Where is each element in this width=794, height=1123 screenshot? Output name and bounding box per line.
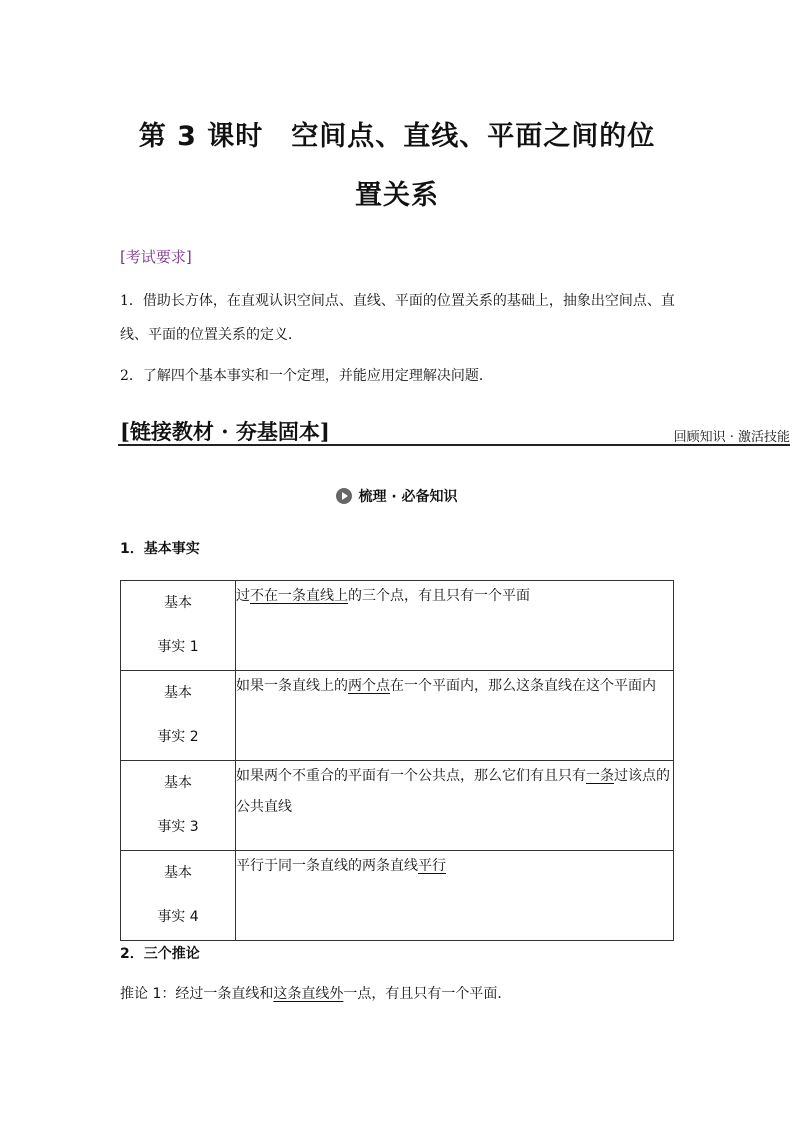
- heading-basic-facts: 1．基本事实: [120, 541, 200, 557]
- fact-label-cell: 基本 事实 3: [121, 761, 236, 851]
- corollary-1: 推论 1：经过一条直线和这条直线外一点，有且只有一个平面．: [120, 986, 512, 1002]
- table-row: [121, 671, 674, 761]
- table-row: [121, 761, 674, 851]
- page-title-line-1: 第 3 课时 空间点、直线、平面之间的位: [138, 121, 656, 152]
- subsection-title: 梳理 · 必备知识: [358, 489, 458, 505]
- fact-text-cell: 如果一条直线上的两个点在一个平面内，那么这条直线在这个平面内: [236, 671, 674, 761]
- table-row: [121, 851, 674, 941]
- page-title-line-2: 置关系: [355, 180, 439, 211]
- section-subtitle: 回顾知识 · 激活技能: [673, 430, 790, 445]
- fact-text-cell: 如果两个不重合的平面有一个公共点，那么它们有且只有一条过该点的公共直线: [236, 761, 674, 851]
- play-circle-icon: [336, 488, 352, 504]
- section-title: [链接教材 · 夯基固本]: [120, 419, 330, 444]
- fact-label-cell: 基本 事实 4: [121, 851, 236, 941]
- requirement-item-1: 1．借助长方体，在直观认识空间点、直线、平面的位置关系的基础上，抽象出空间点、直线、平面的位置关系的定义．: [120, 293, 675, 343]
- fact-text-cell: 平行于同一条直线的两条直线平行: [236, 851, 674, 941]
- fact-text-cell: 过不在一条直线上的三个点，有且只有一个平面: [236, 581, 674, 671]
- fact-label-cell: 基本 事实 1: [121, 581, 236, 671]
- table-row: [121, 581, 674, 671]
- section-header: [118, 414, 790, 446]
- heading-corollaries: 2．三个推论: [120, 946, 200, 962]
- exam-requirements-label: [考试要求]: [120, 248, 192, 266]
- requirement-item-2: 2．了解四个基本事实和一个定理，并能应用定理解决问题．: [120, 368, 493, 384]
- basic-facts-table: [120, 580, 674, 941]
- fact-label-cell: 基本 事实 2: [121, 671, 236, 761]
- subsection-header: [0, 486, 794, 506]
